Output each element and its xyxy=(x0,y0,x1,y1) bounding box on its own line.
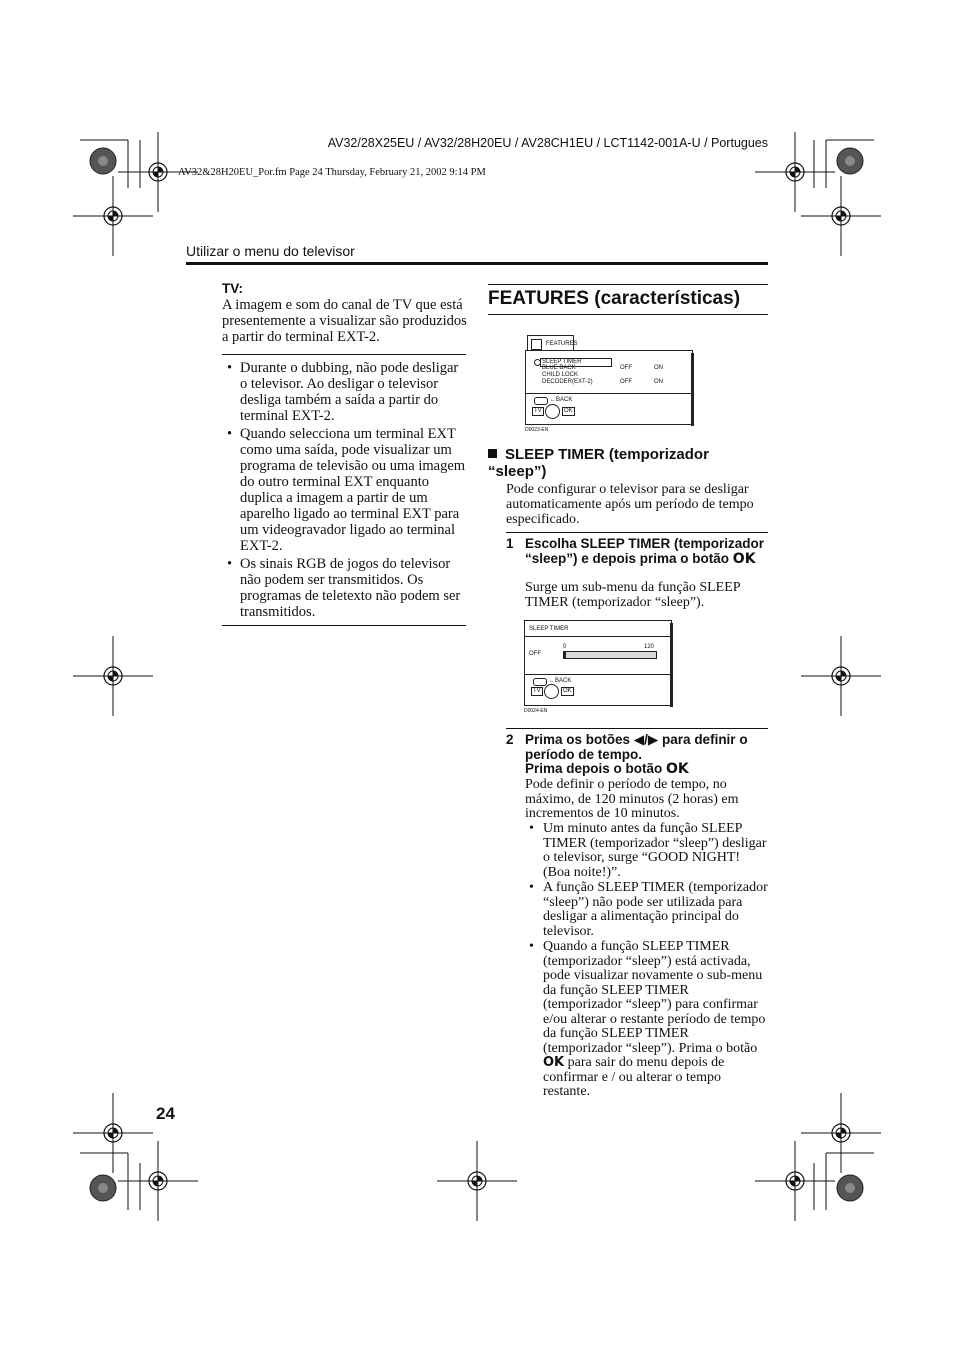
step-1 xyxy=(506,537,768,566)
step-2 xyxy=(506,733,768,777)
tv-button-icon: TV xyxy=(533,688,541,694)
list-item: • Os sinais RGB de jogos do televisor não podem ser transmitidos. Os programas de teletexto não podem ser transmitidos. xyxy=(222,556,466,620)
divider xyxy=(222,354,466,355)
menu-body xyxy=(524,620,672,706)
sleep-timer-screen xyxy=(524,620,674,716)
menu-body xyxy=(525,350,693,425)
step-1-text: Surge um sub-menu da função SLEEP TIMER (temporizador “sleep”). xyxy=(525,580,741,610)
tv-button-icon: TV xyxy=(534,408,542,414)
range-min: 0 xyxy=(563,644,567,650)
registration-sun-icon xyxy=(837,1175,863,1201)
menu-item: BLUE BACK xyxy=(542,365,576,371)
ok-button-icon: OK xyxy=(563,688,572,694)
figure-code: D0023-EN xyxy=(525,427,549,433)
page-title: FEATURES (características) xyxy=(488,288,741,309)
figure-code: D0024-EN xyxy=(524,708,548,714)
registration-cross-icon xyxy=(801,176,881,256)
registration-cross-icon xyxy=(801,1093,881,1173)
option-on: ON xyxy=(654,379,663,385)
menu-item: CHILD LOCK xyxy=(542,372,579,378)
dpad-icon xyxy=(544,684,559,699)
step-number: 1 xyxy=(506,536,514,551)
back-label: ←BACK xyxy=(549,678,572,684)
option-off: OFF xyxy=(620,379,632,385)
registration-cross-icon xyxy=(73,636,153,716)
menu-item: SLEEP TIMER xyxy=(542,359,582,365)
registration-sun-icon xyxy=(90,148,116,174)
registration-cross-icon xyxy=(755,1141,835,1221)
divider xyxy=(506,532,768,533)
ok-symbol: OK xyxy=(543,1055,565,1070)
slider-handle xyxy=(564,652,566,658)
header-rule xyxy=(186,262,768,265)
divider xyxy=(222,625,466,626)
menu-button-icon xyxy=(533,678,547,686)
screen-shadow xyxy=(691,353,694,426)
step-2-text: Pode definir o período de tempo, no máximo, de 120 minutos (2 horas) em incrementos de 10 minutos. xyxy=(525,777,739,821)
model-line: AV32/28X25EU / AV32/28H20EU / AV28CH1EU / LCT1142-001A-U / Portugues xyxy=(327,136,768,150)
screen-shadow xyxy=(670,623,673,707)
registration-cross-icon xyxy=(118,1141,198,1221)
list-item: • Quando selecciona um terminal EXT como uma saída, pode visualizar um programa de televisão ou uma imagem do outro terminal EXT enquanto duplica a imagem a partir de um aparelho ligado ao terminal EXT para um videogravador ligado ao terminal EXT-2. xyxy=(222,426,466,554)
range-max: 120 xyxy=(644,644,655,650)
timer-slider xyxy=(563,651,657,659)
step-2-notes xyxy=(525,822,768,1101)
features-icon xyxy=(531,339,542,350)
step-title: Prima os botões ◀/▶ para definir o período de tempo. Prima depois o botão OK xyxy=(525,732,748,777)
heading-bottom-rule xyxy=(488,314,768,315)
registration-sun-icon xyxy=(837,148,863,174)
menu-title: SLEEP TIMER xyxy=(529,626,569,632)
file-info: AV32&28H20EU_Por.fm Page 24 Thursday, February 21, 2002 9:14 PM xyxy=(178,167,486,178)
registration-cross-icon xyxy=(73,176,153,256)
list-item: • A função SLEEP TIMER (temporizador “sleep”) não pode ser utilizada para desligar a alimentação principal do televisor. xyxy=(525,881,768,939)
subsection-text: Pode configurar o televisor para se desligar automaticamente após um período de tempo especificado. xyxy=(506,482,754,527)
left-right-arrow-icon: ◀/▶ xyxy=(633,732,659,747)
menu-divider xyxy=(526,393,692,394)
ok-symbol: OK xyxy=(666,761,689,777)
registration-sun-icon xyxy=(90,1175,116,1201)
tv-label: TV: xyxy=(222,281,244,296)
menu-tab-label: FEATURES xyxy=(546,341,578,347)
step-number: 2 xyxy=(506,732,514,747)
option-on: ON xyxy=(654,365,663,371)
step-title: Escolha SLEEP TIMER (temporizador “sleep”) e depois prima o botão OK xyxy=(525,536,765,567)
section-title: Utilizar o menu do televisor xyxy=(186,243,355,259)
list-item: • Durante o dubbing, não pode desligar o televisor. Ao desligar o televisor desliga também a saída a partir do terminal EXT-2. xyxy=(222,360,466,424)
divider xyxy=(506,728,768,729)
menu-divider xyxy=(525,636,671,637)
list-item: • Quando a função SLEEP TIMER (temporizador “sleep”) está activada, pode visualizar novamente o sub-menu da função SLEEP TIMER (temporizador “sleep”) para confirmar e/ou alterar o restante período de tempo da função SLEEP TIMER (temporizador “sleep”). Prima o botão OK para sair do menu depois de confirmar e / ou alterar o tempo restante. xyxy=(525,940,768,1100)
registration-cross-icon xyxy=(801,636,881,716)
ok-button-icon: OK xyxy=(564,408,573,414)
option-off: OFF xyxy=(620,365,632,371)
registration-cross-icon xyxy=(73,1093,153,1173)
features-menu-screen xyxy=(525,333,695,433)
square-bullet-icon xyxy=(488,449,497,458)
notes-list xyxy=(222,360,466,622)
page-number: 24 xyxy=(156,1104,175,1123)
menu-divider xyxy=(525,674,671,675)
list-item: • Um minuto antes da função SLEEP TIMER (temporizador “sleep”) desligar o televisor, surge “GOOD NIGHT! (Boa noite!)”. xyxy=(525,822,768,880)
ok-symbol: OK xyxy=(732,550,756,567)
heading-top-rule xyxy=(488,284,768,285)
menu-item: DECODER(EXT-2) xyxy=(542,379,593,385)
menu-button-icon xyxy=(534,397,548,405)
registration-cross-icon xyxy=(437,1141,517,1221)
subsection-title: SLEEP TIMER (temporizador “sleep”) xyxy=(488,446,709,480)
back-label: ←BACK xyxy=(550,397,573,403)
tv-text: A imagem e som do canal de TV que está presentemente a visualizar são produzidos a partir do terminal EXT-2. xyxy=(222,297,467,345)
dpad-icon xyxy=(545,404,560,419)
timer-value: OFF xyxy=(529,651,541,657)
